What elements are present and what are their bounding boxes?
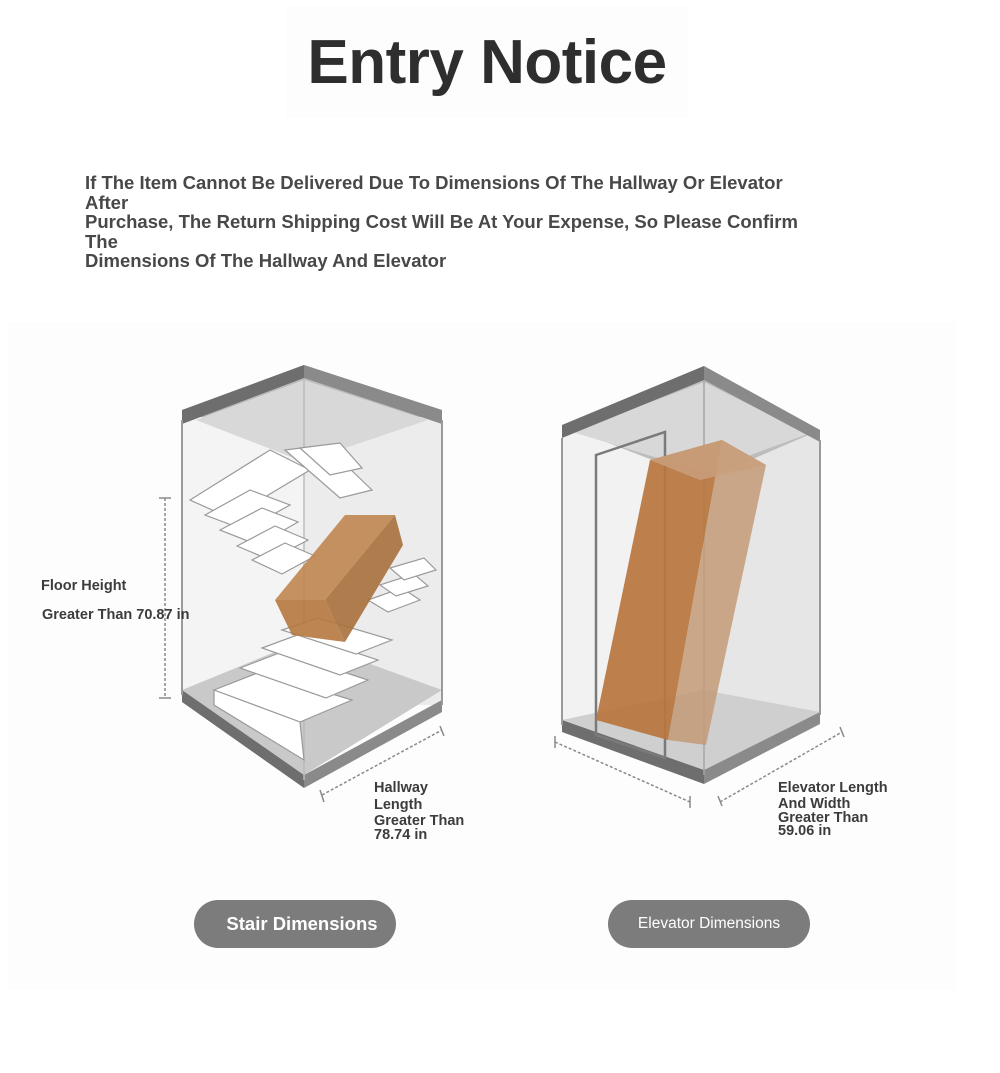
elevator-label-line: Elevator Length xyxy=(778,780,888,796)
stair-dimensions-button[interactable] xyxy=(194,900,396,948)
elevator-size-label xyxy=(778,780,888,839)
hallway-label-line: Hallway xyxy=(374,780,428,796)
notice-line: Dimensions Of The Hallway And Elevator xyxy=(85,250,447,271)
floor-height-value: Greater Than 70.87 in xyxy=(42,607,190,623)
floor-height-label: Floor Height xyxy=(41,578,127,594)
stair-shaft-illustration xyxy=(159,365,444,802)
notice-line: Purchase, The Return Shipping Cost Will Be At Your Expense, So Please Confirm The xyxy=(85,211,798,252)
hallway-label-line: 78.74 in xyxy=(374,826,428,843)
hallway-label-line: Greater Than xyxy=(374,813,465,829)
elevator-label-line: 59.06 in xyxy=(778,823,832,839)
elevator-label-line: And Width xyxy=(778,796,851,812)
page-title: Entry Notice xyxy=(286,6,688,118)
hallway-label-line: Length xyxy=(374,796,423,813)
hallway-length-label xyxy=(374,780,464,843)
elevator-dimensions-label: Elevator Dimensions xyxy=(637,915,781,932)
elevator-illustration xyxy=(555,366,844,808)
elevator-label-line: Greater Than xyxy=(778,810,869,826)
elevator-dimensions-button[interactable] xyxy=(608,900,810,948)
stair-dimensions-label: Stair Dimensions xyxy=(226,913,378,934)
notice-line: If The Item Cannot Be Delivered Due To Dimensions Of The Hallway Or Elevator After xyxy=(85,172,783,213)
